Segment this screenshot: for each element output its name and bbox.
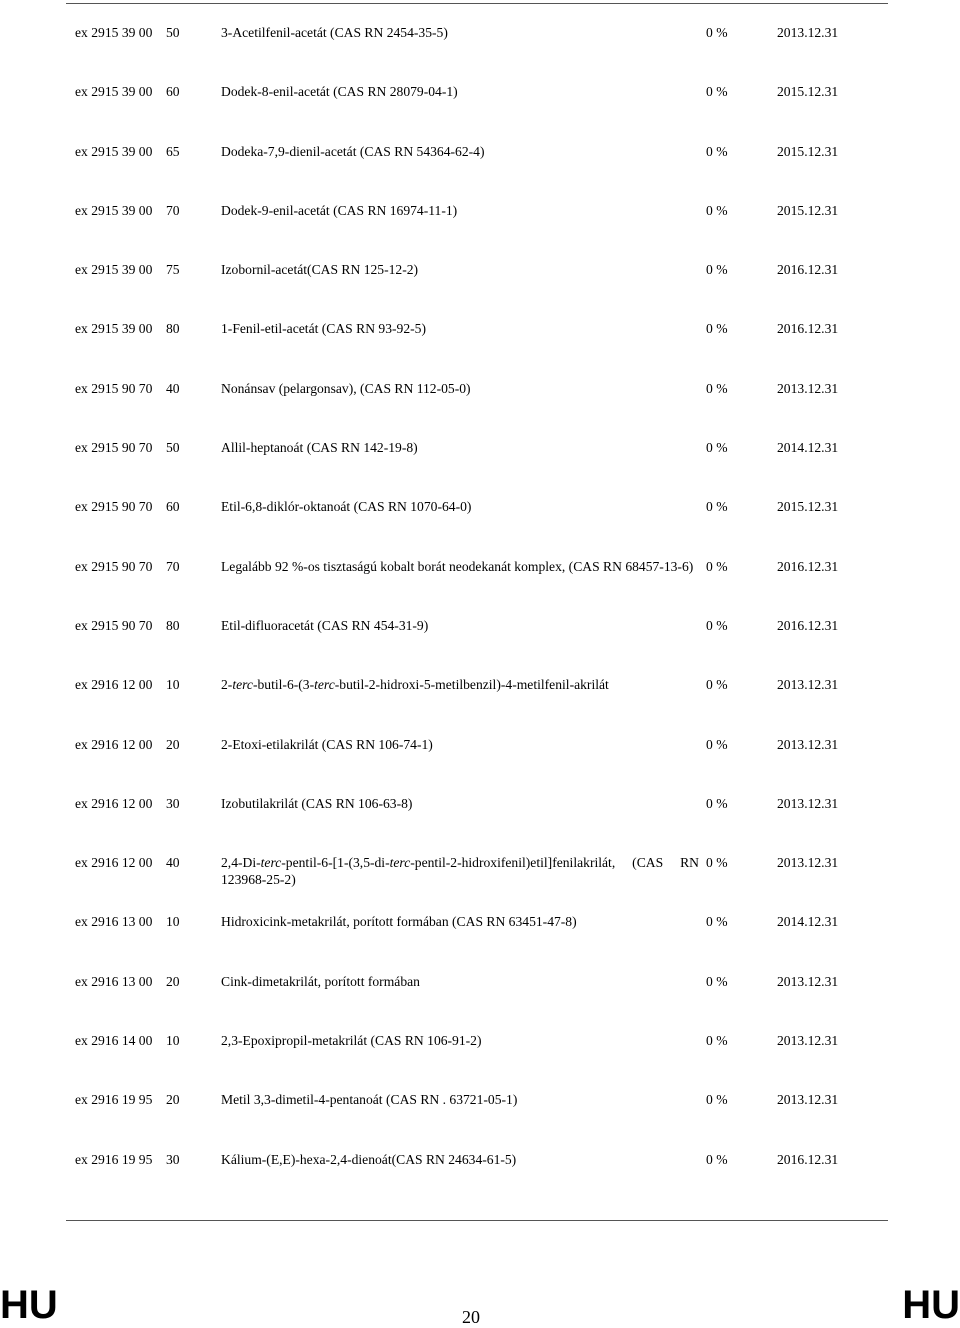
- cn-code: ex 2916 13 00: [75, 973, 153, 989]
- end-date: 2013.12.31: [777, 1092, 839, 1108]
- description: Dodeka-7,9-dienil-acetát (CAS RN 54364-62-4): [221, 143, 485, 159]
- table-row: [0, 676, 960, 735]
- table-row: [0, 558, 960, 617]
- cn-code: ex 2915 90 70: [75, 380, 153, 396]
- cn-code: ex 2915 39 00: [75, 143, 153, 159]
- end-date: 2015.12.31: [777, 143, 839, 159]
- taric-code: 20: [166, 736, 180, 752]
- description: 2-Etoxi-etilakrilát (CAS RN 106-74-1): [221, 736, 433, 752]
- description: 2,3-Epoxipropil-metakrilát (CAS RN 106-91-2): [221, 1033, 482, 1049]
- taric-code: 10: [166, 677, 180, 693]
- description: Dodek-8-enil-acetát (CAS RN 28079-04-1): [221, 84, 458, 100]
- table-row: [0, 498, 960, 557]
- cn-code: ex 2916 12 00: [75, 855, 153, 871]
- description-part: -butil-2-hidroxi-5-metilbenzil)-4-metilfenil-akrilát: [334, 677, 609, 693]
- duty-rate: 0 %: [706, 677, 728, 693]
- description: Nonánsav (pelargonsav), (CAS RN 112-05-0): [221, 380, 471, 396]
- table-row: [0, 973, 960, 1032]
- language-code-left: HU: [0, 1283, 58, 1327]
- duty-rate: 0 %: [706, 1151, 728, 1167]
- description: Hidroxicink-metakrilát, porított formában (CAS RN 63451-47-8): [221, 914, 577, 930]
- table-row: [0, 143, 960, 202]
- description: Izobornil-acetát(CAS RN 125-12-2): [221, 262, 419, 278]
- duty-rate: 0 %: [706, 855, 728, 871]
- table-row: [0, 439, 960, 498]
- duty-rate: 0 %: [706, 25, 728, 40]
- table-row: [0, 380, 960, 439]
- taric-code: 50: [166, 25, 180, 40]
- taric-code: 75: [166, 262, 180, 278]
- cn-code: ex 2916 12 00: [75, 795, 153, 811]
- end-date: 2013.12.31: [777, 380, 839, 396]
- end-date: 2015.12.31: [777, 84, 839, 100]
- taric-code: 60: [166, 84, 180, 100]
- taric-code: 65: [166, 143, 180, 159]
- description-part: -butil-6-(3-: [252, 677, 315, 693]
- taric-code: 10: [166, 1033, 180, 1049]
- cn-code: ex 2916 12 00: [75, 736, 153, 752]
- table-row: [0, 202, 960, 261]
- description: Allil-heptanoát (CAS RN 142-19-8): [221, 440, 418, 456]
- duty-rate: 0 %: [706, 558, 728, 574]
- description: Metil 3,3-dimetil-4-pentanoát (CAS RN . 63721-05-1): [221, 1092, 518, 1108]
- end-date: 2013.12.31: [777, 25, 839, 40]
- table-row: [0, 320, 960, 379]
- taric-code: 20: [166, 1092, 180, 1108]
- table-row: [0, 24, 960, 83]
- description-italic: terc: [389, 855, 411, 871]
- duty-rate: 0 %: [706, 973, 728, 989]
- cn-code: ex 2915 39 00: [75, 25, 153, 40]
- cn-code: ex 2916 14 00: [75, 1033, 153, 1049]
- end-date: 2014.12.31: [777, 440, 839, 456]
- end-date: 2015.12.31: [777, 202, 839, 218]
- table-row: [0, 617, 960, 676]
- duty-rate: 0 %: [706, 617, 728, 633]
- description: [221, 676, 699, 693]
- cn-code: ex 2915 39 00: [75, 321, 153, 337]
- table-row: [0, 913, 960, 972]
- end-date: 2013.12.31: [777, 677, 839, 693]
- description: Legalább 92 %-os tisztaságú kobalt borát neodekanát komplex, (CAS RN 68457-13-6): [221, 558, 694, 574]
- taric-code: 80: [166, 321, 180, 337]
- description: Cink-dimetakrilát, porított formában: [221, 973, 420, 989]
- taric-code: 20: [166, 973, 180, 989]
- description-italic: terc: [314, 677, 335, 693]
- cn-code: ex 2915 90 70: [75, 558, 153, 574]
- cn-code: ex 2915 39 00: [75, 262, 153, 278]
- taric-code: 70: [166, 202, 180, 218]
- end-date: 2014.12.31: [777, 914, 839, 930]
- table-row: [0, 261, 960, 320]
- duty-rate: 0 %: [706, 736, 728, 752]
- bottom-rule: [66, 1220, 888, 1221]
- description-italic: terc: [260, 855, 282, 871]
- description: Etil-6,8-diklór-oktanoát (CAS RN 1070-64-0): [221, 499, 472, 515]
- taric-code: 30: [166, 795, 180, 811]
- tariff-table: [0, 24, 960, 1210]
- end-date: 2013.12.31: [777, 1033, 839, 1049]
- description-part: 2,4-Di-: [221, 855, 261, 871]
- table-row: [0, 736, 960, 795]
- table-row: [0, 795, 960, 854]
- end-date: 2013.12.31: [777, 973, 839, 989]
- page-number: 20: [462, 1307, 480, 1327]
- table-row: [0, 1151, 960, 1210]
- taric-code: 10: [166, 914, 180, 930]
- description: 1-Fenil-etil-acetát (CAS RN 93-92-5): [221, 321, 426, 337]
- cn-code: ex 2916 13 00: [75, 914, 153, 930]
- duty-rate: 0 %: [706, 1033, 728, 1049]
- taric-code: 70: [166, 558, 180, 574]
- cn-code: ex 2916 19 95: [75, 1092, 153, 1108]
- table-row: [0, 1032, 960, 1091]
- description: Izobutilakrilát (CAS RN 106-63-8): [221, 795, 413, 811]
- taric-code: 30: [166, 1151, 180, 1167]
- end-date: 2015.12.31: [777, 499, 839, 515]
- table-row: [0, 1091, 960, 1150]
- duty-rate: 0 %: [706, 499, 728, 515]
- duty-rate: 0 %: [706, 143, 728, 159]
- description-part: 2-: [221, 677, 233, 693]
- description: 3-Acetilfenil-acetát (CAS RN 2454-35-5): [221, 25, 448, 40]
- duty-rate: 0 %: [706, 84, 728, 100]
- description: [221, 854, 699, 888]
- end-date: 2016.12.31: [777, 558, 839, 574]
- cn-code: ex 2915 90 70: [75, 440, 153, 456]
- end-date: 2016.12.31: [777, 262, 839, 278]
- language-code-right: HU: [902, 1283, 960, 1327]
- end-date: 2016.12.31: [777, 321, 839, 337]
- duty-rate: 0 %: [706, 795, 728, 811]
- duty-rate: 0 %: [706, 262, 728, 278]
- description-italic: terc: [232, 677, 253, 693]
- description-part: -pentil-6-[1-(3,5-di-: [281, 855, 390, 871]
- description: Kálium-(E,E)-hexa-2,4-dienoát(CAS RN 24634-61-5): [221, 1151, 517, 1167]
- duty-rate: 0 %: [706, 440, 728, 456]
- end-date: 2013.12.31: [777, 855, 839, 871]
- taric-code: 80: [166, 617, 180, 633]
- duty-rate: 0 %: [706, 914, 728, 930]
- cn-code: ex 2916 12 00: [75, 677, 153, 693]
- description: Etil-difluoracetát (CAS RN 454-31-9): [221, 617, 429, 633]
- top-rule: [66, 3, 888, 4]
- cn-code: ex 2916 19 95: [75, 1151, 153, 1167]
- taric-code: 40: [166, 380, 180, 396]
- taric-code: 60: [166, 499, 180, 515]
- duty-rate: 0 %: [706, 321, 728, 337]
- table-row: [0, 83, 960, 142]
- cn-code: ex 2915 90 70: [75, 617, 153, 633]
- cn-code: ex 2915 39 00: [75, 202, 153, 218]
- cn-code: ex 2915 90 70: [75, 499, 153, 515]
- end-date: 2016.12.31: [777, 1151, 839, 1167]
- duty-rate: 0 %: [706, 202, 728, 218]
- description: Dodek-9-enil-acetát (CAS RN 16974-11-1): [221, 202, 458, 218]
- duty-rate: 0 %: [706, 380, 728, 396]
- end-date: 2016.12.31: [777, 617, 839, 633]
- cn-code: ex 2915 39 00: [75, 84, 153, 100]
- taric-code: 50: [166, 440, 180, 456]
- end-date: 2013.12.31: [777, 795, 839, 811]
- duty-rate: 0 %: [706, 1092, 728, 1108]
- table-row: [0, 854, 960, 913]
- end-date: 2013.12.31: [777, 736, 839, 752]
- description-part: -pentil-2-hidroxifenil)etil]fenilakrilát, (CAS RN 123968-25-2): [221, 855, 699, 888]
- taric-code: 40: [166, 855, 180, 871]
